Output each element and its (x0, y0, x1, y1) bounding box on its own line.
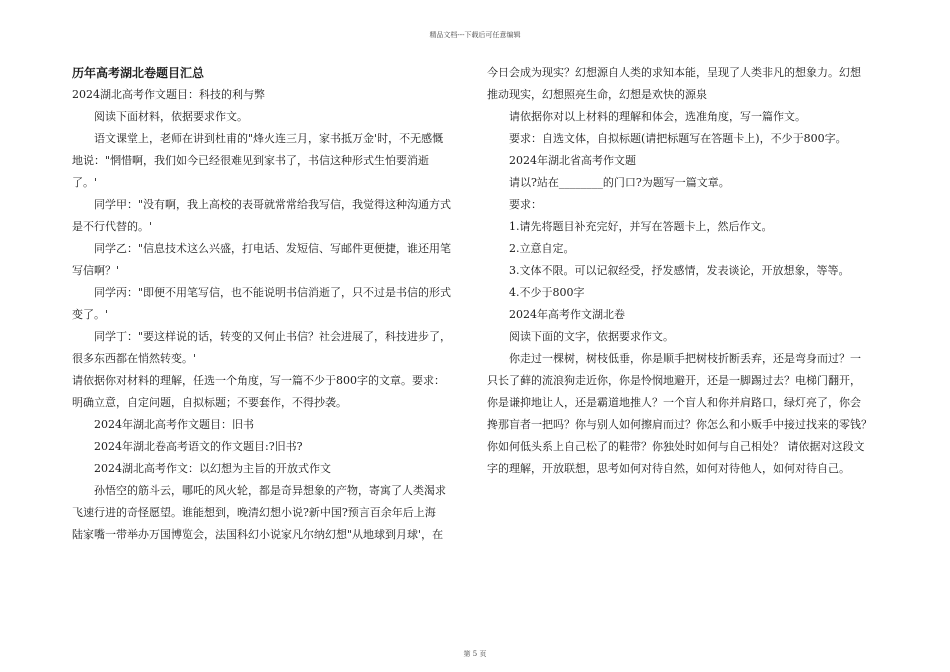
text-line: 2024年湖北卷高考语文的作文题目:?旧书? (94, 440, 303, 453)
text-line: 你如何低头系上自己松了的鞋带？你独处时如何与自己相处？ 请依据对这段文 (487, 440, 865, 453)
text-line: 要求：自选文体，自拟标题(请把标题写在答题卡上)，不少于800字。 (509, 132, 847, 145)
left-column (72, 62, 467, 546)
text-line: 同学丙："即便不用笔写信，也不能说明书信消逝了，只不过是书信的形式 (94, 286, 452, 299)
page-header: 精品文档---下载后可任意编辑 (429, 31, 521, 39)
text-line: 你是谦抑地让人，还是霸道地推人？一个盲人和你并肩路口，绿灯亮了，你会 (487, 396, 861, 409)
text-line: 你走过一棵树，树枝低垂，你是顺手把树枝折断丢弃，还是弯身而过？一 (509, 352, 861, 365)
text-line: 是不行代替的。' (72, 220, 153, 233)
text-line: 请依据你对材料的理解，任选一个角度，写一篇不少于800字的文章。要求： (72, 374, 445, 387)
text-line: 同学丁："要这样说的话，转变的又何止书信？社会进展了，科技进步了， (94, 330, 452, 343)
text-line: 同学乙："信息技术这么兴盛，打电话、发短信、写邮件更便捷，谁还用笔 (94, 242, 452, 255)
text-line: 2024湖北高考作文题目：科技的利与弊 (72, 88, 265, 101)
text-line: 搀那盲者一把吗？你与别人如何擦肩而过？你怎么和小贩手中接过找来的零钱？ (487, 418, 872, 431)
text-line: 写信啊？' (72, 264, 120, 277)
text-line: 地说："惘惜啊，我们如今已经很难见到家书了，书信这种形式生怕要消逝 (72, 154, 430, 167)
text-line: 很多东西都在悄然转变。' (72, 352, 197, 365)
right-column (487, 62, 882, 480)
text-line: 请依据你对以上材料的理解和体会，选准角度，写一篇作文。 (509, 110, 806, 123)
text-line: 请以?站在________的门口?为题写一篇文章。 (509, 176, 730, 189)
text-line: 2024湖北高考作文：以幻想为主旨的开放式作文 (94, 462, 331, 475)
text-line: 明确立意，自定问题，自拟标题；不要套作，不得抄袭。 (72, 396, 347, 409)
text-line: 2024年高考作文湖北卷 (509, 308, 625, 321)
text-line: 推动现实，幻想照亮生命，幻想是欢快的源泉 (487, 88, 707, 101)
text-line: 今日会成为现实？幻想源自人类的求知本能，呈现了人类非凡的想象力。幻想 (487, 66, 861, 79)
document-title: 历年高考湖北卷题目汇总 (72, 66, 205, 80)
text-line: 孙悟空的筋斗云，哪吒的风火轮，都是奇异想象的产物，寄寓了人类渴求 (94, 484, 446, 497)
text-line: 同学甲："没有啊，我上高校的表哥就常常给我写信，我觉得这种沟通方式 (94, 198, 452, 211)
text-line: 飞速行进的奇怪愿望。谁能想到，晚清幻想小说?新中国?预言百余年后上海 (72, 506, 436, 519)
text-line: 2024年湖北省高考作文题 (509, 154, 636, 167)
text-line: 变了。' (72, 308, 109, 321)
text-line: 陆家嘴一带举办万国博览会，法国科幻小说家凡尔纳幻想"从地球到月球'，在 (72, 528, 444, 541)
page-number: 第 5 页 (463, 650, 487, 658)
text-line: 3.文体不限。可以记叙经受，抒发感情，发表谈论，开放想象，等等。 (509, 264, 850, 277)
text-line: 字的理解，开放联想，思考如何对待自然，如何对待他人，如何对待自己。 (487, 462, 850, 475)
text-line: 语文课堂上，老师在讲到杜甫的"烽火连三月，家书抵万金'时，不无感慨 (94, 132, 444, 145)
text-line: 1.请先将题目补充完好，并写在答题卡上，然后作文。 (509, 220, 773, 233)
text-line: 4.不少于800字 (509, 286, 585, 299)
text-line: 要求： (509, 198, 542, 211)
text-line: 了。' (72, 176, 98, 189)
text-line: 只长了藓的流浪狗走近你，你是怜悯地避开，还是一脚踢过去？电梯门翻开， (487, 374, 861, 387)
text-line: 阅读下面材料，依据要求作文。 (94, 110, 248, 123)
text-line: 阅读下面的文字，依据要求作文。 (509, 330, 674, 343)
text-line: 2.立意自定。 (509, 242, 575, 255)
text-line: 2024年湖北高考作文题目：旧书 (94, 418, 254, 431)
